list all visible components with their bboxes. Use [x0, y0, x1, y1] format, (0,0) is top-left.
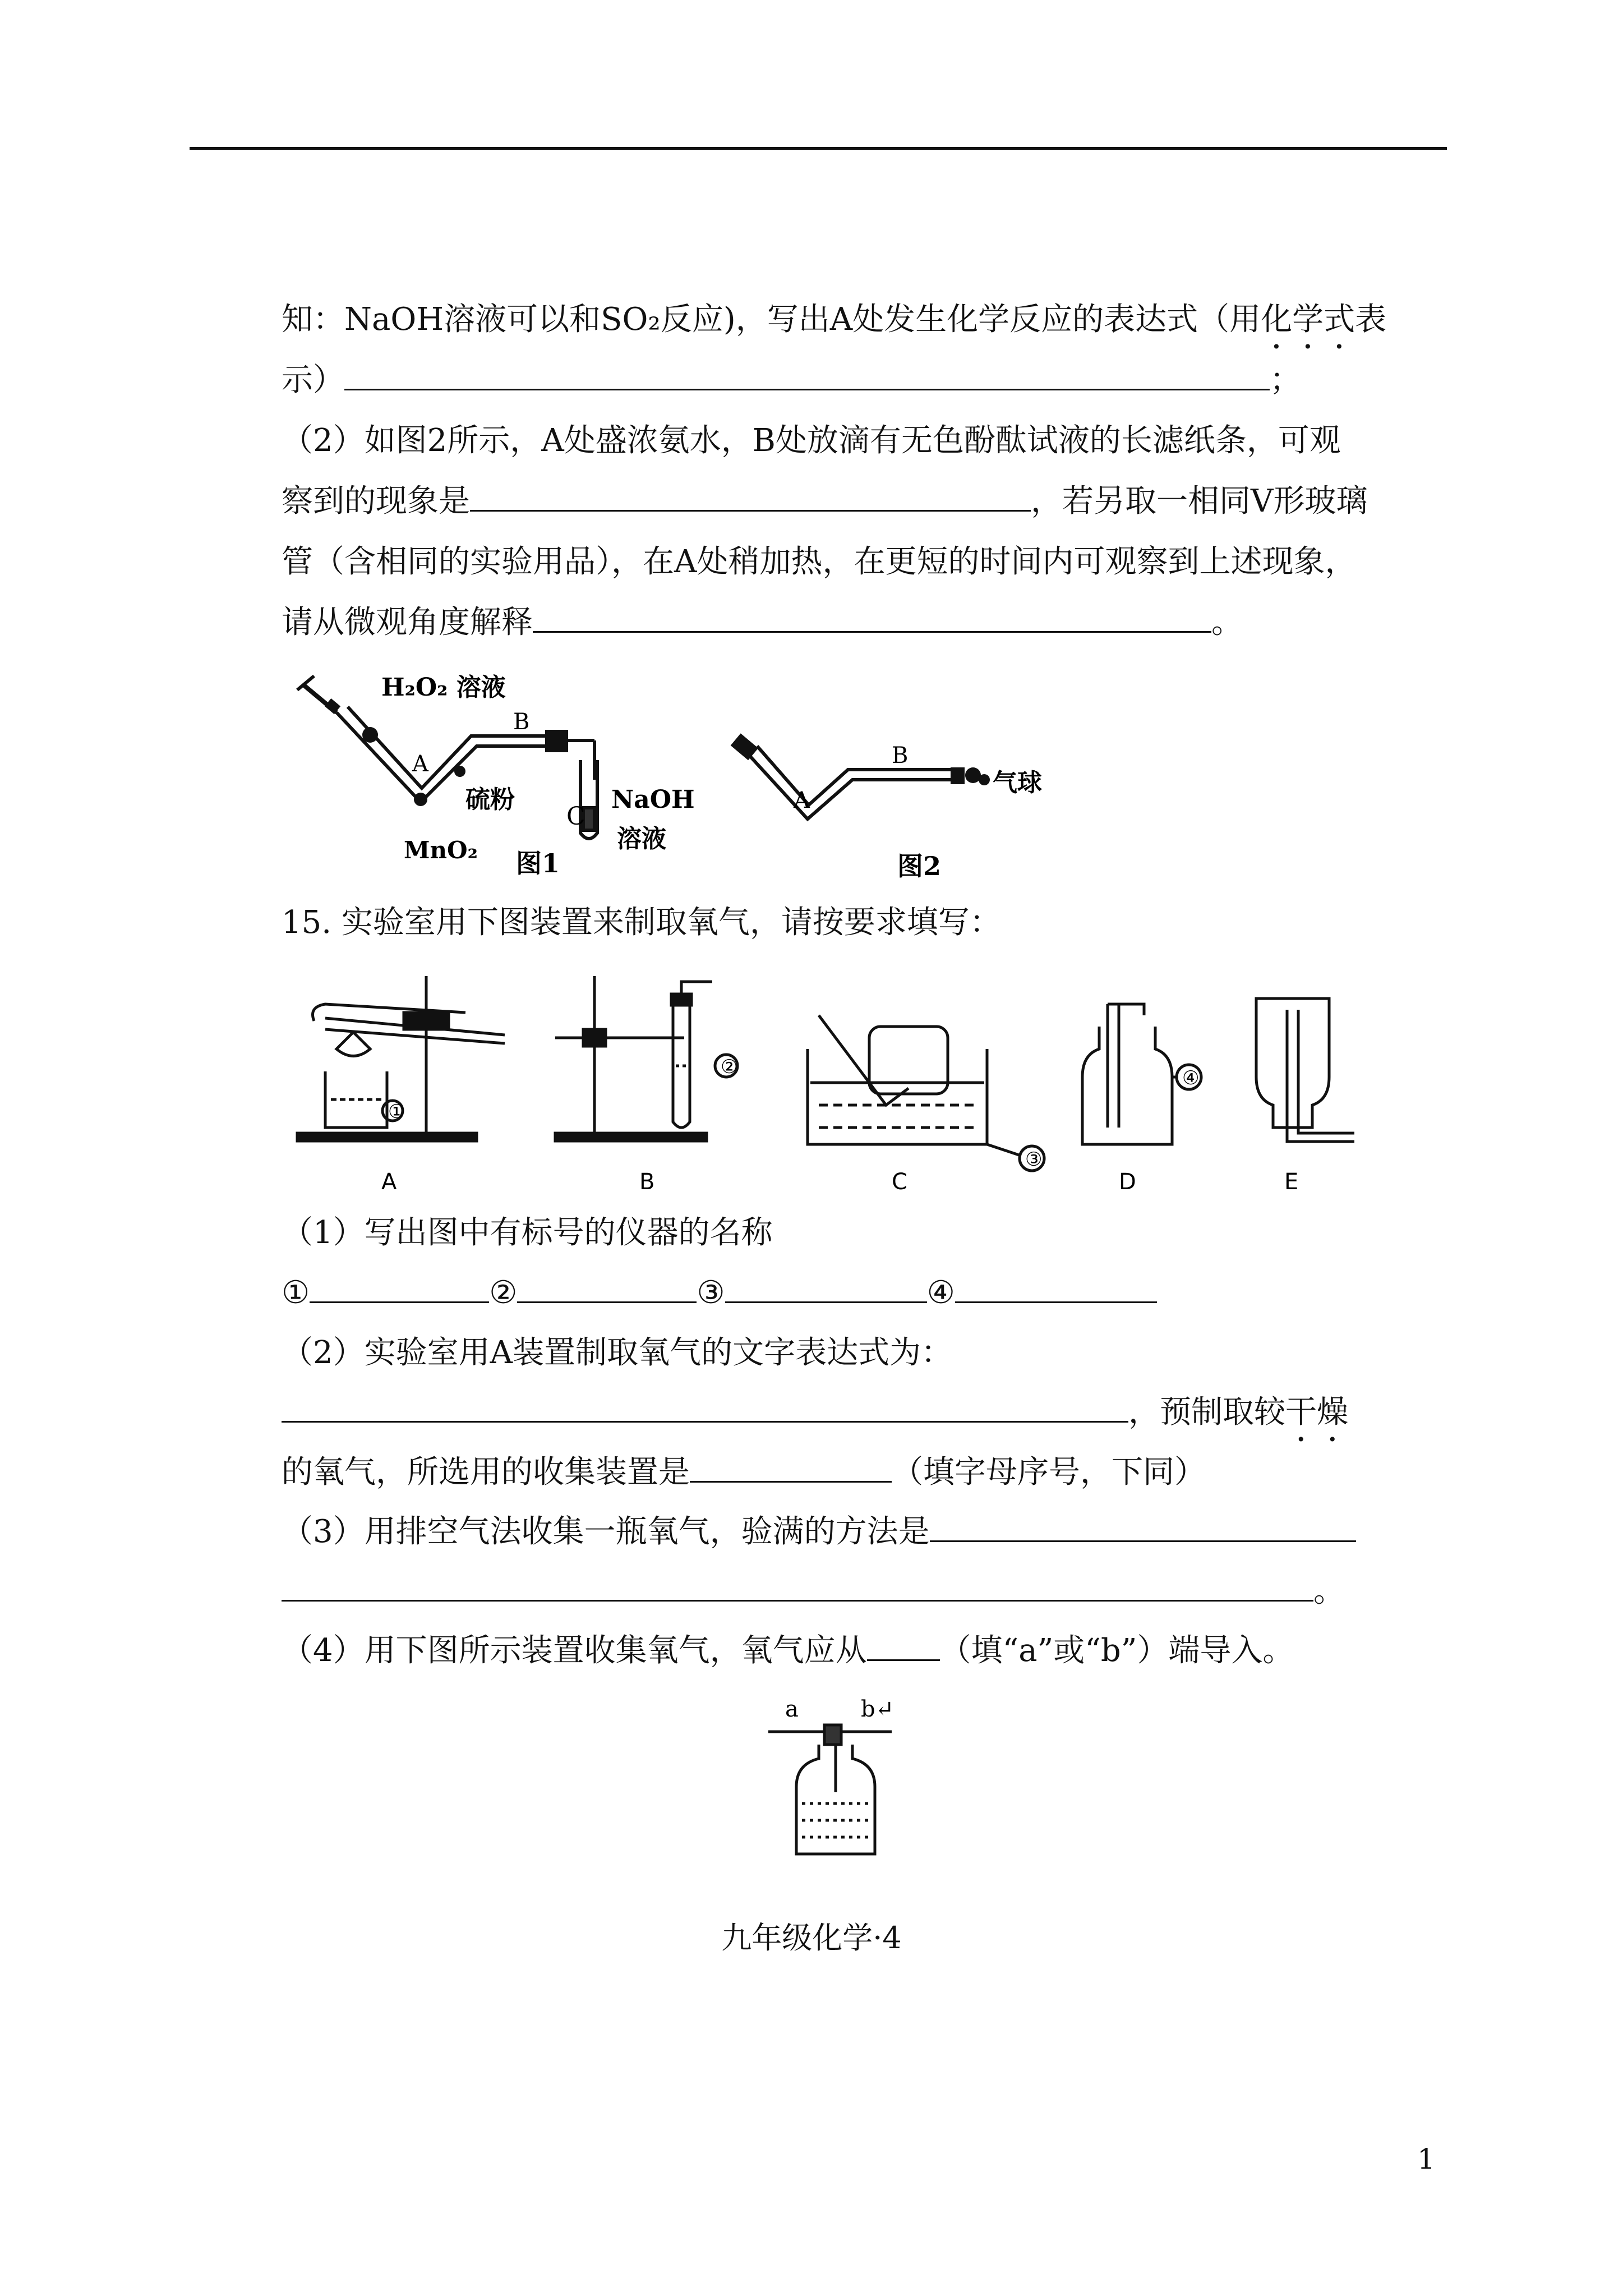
q14-line2-end: ； [1270, 362, 1301, 398]
gas-bottle-figure [763, 1691, 897, 1860]
answer-blank-equation[interactable] [344, 361, 1270, 390]
fig1-c-label: C [566, 802, 585, 831]
marker-2: ② [721, 1056, 738, 1078]
answer-blank-test-full-a[interactable] [930, 1512, 1356, 1542]
fig1-mno2-label: MnO₂ [404, 836, 478, 864]
q14-part2-line2-start: 察到的现象是 [282, 483, 470, 519]
balloon-icon [951, 767, 990, 785]
inlet-b-label: b↵ [861, 1696, 895, 1722]
q14-emphasis-text: 化学式 [1261, 301, 1355, 338]
q15-part1-blanks [282, 1271, 1157, 1315]
catalyst-blob-icon [362, 727, 378, 743]
page-footer: 九年级化学·4 [721, 1920, 902, 1955]
syringe-icon [297, 676, 340, 714]
answer-blank-collection[interactable] [690, 1453, 892, 1483]
q14-part2-line4-start: 请从微观角度解释 [282, 604, 533, 641]
fig1-h2o2-label: H₂O₂ 溶液 [381, 673, 506, 702]
answer-blank-instrument-4[interactable] [955, 1273, 1157, 1303]
fig1-b-label: B [513, 709, 530, 735]
q14-part2-line2 [282, 479, 1367, 524]
q14-line2-start: 示） [282, 362, 344, 398]
q14-line1 [282, 297, 1386, 356]
q15-part3-line2-end: 。 [1313, 1573, 1345, 1609]
figure-1 [292, 673, 729, 886]
q15-part2-line3 [282, 1450, 1206, 1495]
apparatus-b-label: B [639, 1169, 655, 1195]
q14-part2-line1 [282, 418, 1341, 463]
apparatus-figure [292, 965, 1357, 1200]
figure-2 [729, 729, 1043, 886]
apparatus-b-icon [555, 976, 737, 1141]
q15-part3-text: （3）用排空气法收集一瓶氧气，验满的方法是 [282, 1513, 930, 1550]
q14-line1-text: 知：NaOH溶液可以和SO₂反应)，写出A处发生化学反应的表达式（用 [282, 301, 1261, 338]
q14-part2-line2-end: ，若另取一相同V形玻璃 [1031, 483, 1368, 519]
apparatus-e-icon [1256, 999, 1354, 1142]
q14-line1-end: 表 [1355, 301, 1387, 338]
q15-part4-start: （4）用下图所示装置收集氧气，氧气应从 [282, 1632, 867, 1669]
sulfur-blob-icon [454, 766, 465, 777]
apparatus-c-icon [808, 1015, 1044, 1171]
q15-part2-line3-start: 的氧气，所选用的收集装置是 [282, 1454, 690, 1490]
blank-marker-3: ③ [697, 1274, 725, 1311]
page-number: 1 [1417, 2143, 1435, 2175]
q15-part2-line2-end: ，预制取较 [1128, 1394, 1285, 1430]
fig2-a-label: A [794, 788, 810, 813]
q15-part2-text: （2）实验室用A装置制取氧气的文字表达式为： [282, 1335, 953, 1371]
q15-part1-text: （1）写出图中有标号的仪器的名称 [282, 1214, 773, 1251]
answer-blank-instrument-2[interactable] [517, 1273, 697, 1303]
answer-blank-instrument-1[interactable] [310, 1273, 489, 1303]
apparatus-d-label: D [1119, 1169, 1136, 1195]
blank-marker-2: ② [489, 1274, 518, 1311]
header-rule [190, 147, 1447, 150]
fig1-solution-label: 溶液 [617, 825, 666, 853]
fig1-naoh-label: NaOH [611, 785, 695, 814]
fig1-caption: 图1 [516, 848, 560, 878]
marker-1: ① [388, 1101, 405, 1123]
q14-part2-line4 [282, 600, 1243, 645]
q15-part3-line2 [282, 1569, 1345, 1614]
q14-part2-text: （2）如图2所示，A处盛浓氨水，B处放滴有无色酚酞试液的长滤纸条，可观 [282, 422, 1341, 459]
fig2-b-label: B [892, 743, 909, 769]
answer-blank-test-full-b[interactable] [282, 1572, 1313, 1602]
answer-blank-word-equation[interactable] [282, 1393, 1128, 1423]
q15-title-text: 15. 实验室用下图装置来制取氧气，请按要求填写： [282, 904, 1001, 941]
q14-part2-line3-text: 管（含相同的实验用品），在A处稍加热，在更短的时间内可观察到上述现象， [282, 544, 1357, 580]
q15-part2-line2 [282, 1390, 1348, 1449]
mno2-blob-icon [414, 793, 427, 806]
q15-part3-line1 [282, 1510, 1356, 1554]
answer-blank-inlet[interactable] [867, 1631, 940, 1661]
q15-part4 [282, 1628, 1294, 1673]
v-tube-icon [733, 736, 953, 819]
fig2-caption: 图2 [897, 851, 942, 881]
apparatus-c-label: C [892, 1169, 907, 1195]
marker-4: ④ [1182, 1067, 1200, 1089]
q15-part1 [282, 1211, 773, 1255]
gas-bottle-icon [768, 1725, 892, 1854]
apparatus-e-label: E [1284, 1169, 1299, 1195]
q14-part2-line3 [282, 540, 1356, 585]
q14-part2-line4-end: 。 [1211, 604, 1243, 641]
fig2-balloon-label: 气球 [993, 769, 1042, 797]
apparatus-a-label: A [381, 1169, 397, 1195]
inlet-a-label: a [785, 1696, 799, 1722]
v-tube-icon [336, 707, 597, 839]
marker-3: ③ [1025, 1148, 1043, 1171]
blank-marker-1: ① [282, 1274, 310, 1311]
fig1-sulfur-label: 硫粉 [465, 785, 515, 814]
blank-marker-4: ④ [926, 1274, 955, 1311]
q15-title [282, 900, 1001, 945]
answer-blank-explanation[interactable] [533, 603, 1211, 633]
q15-part2-line1 [282, 1331, 952, 1375]
q15-part2-line3-end: （填字母序号，下同） [892, 1454, 1206, 1490]
q15-part4-end: （填“a”或“b”）端导入。 [939, 1632, 1294, 1669]
answer-blank-instrument-3[interactable] [725, 1273, 927, 1303]
q15-emphasis-dry: 干燥 [1285, 1394, 1348, 1430]
fig1-a-label: A [412, 751, 428, 777]
answer-blank-phenomenon[interactable] [470, 482, 1031, 512]
q14-line2 [282, 358, 1301, 403]
